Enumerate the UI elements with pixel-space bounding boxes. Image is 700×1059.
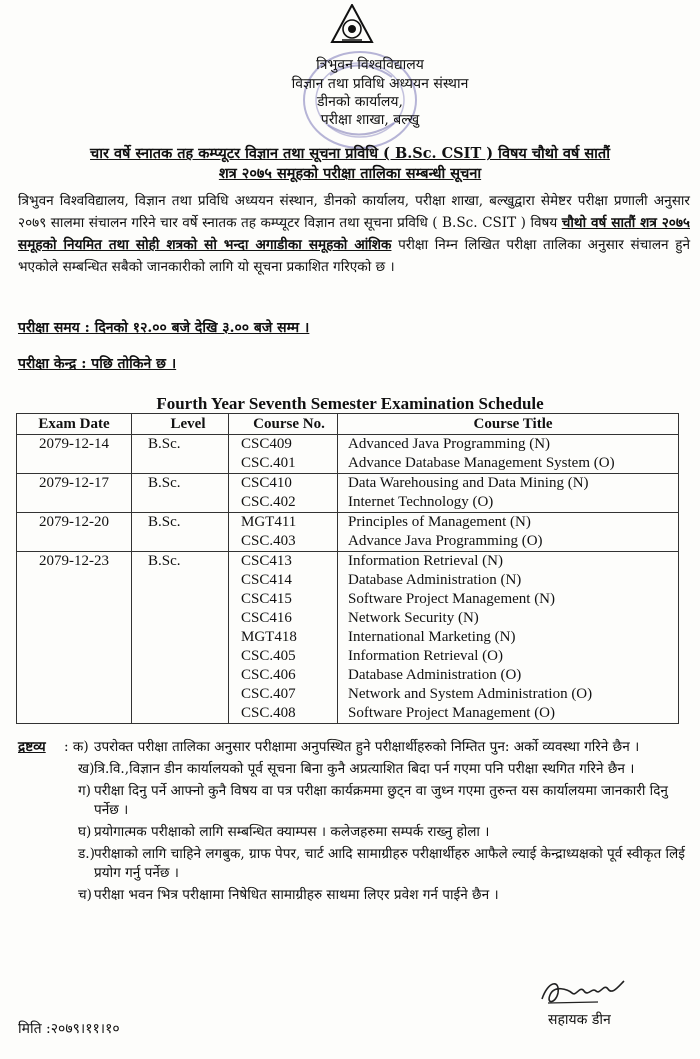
header-course-title: Course Title xyxy=(338,414,679,435)
course-title: Data Warehousing and Data Mining (N) xyxy=(348,475,589,491)
course-no: CSC415 xyxy=(241,591,292,607)
level-cell xyxy=(132,513,229,552)
course-no-cell xyxy=(229,435,338,474)
level-cell xyxy=(132,474,229,513)
notice-text-1: त्रिभुवन विश्वविद्यालय, विज्ञान तथा प्रविधि अध्ययन संस्थान, डीनको कार्यालय, परीक्षा शाखा, बल्खुद्वारा सेमेष्टर परीक्षा प्रणाली अनुसार २०७९ सालमा संचालन गरिने चार वर्षे स्नातक तह कम्प्यूटर विज्ञान तथा सूचना प्रविधि ( B.Sc. CSIT ) विषय xyxy=(18,193,690,231)
course-no: CSC409 xyxy=(241,436,292,452)
notice-title-line1: चार वर्षे स्नातक तह कम्प्यूटर विज्ञान तथा सूचना प्रविधि ( B.Sc. CSIT ) विषय चौथो वर्ष सातौं xyxy=(90,145,610,162)
note-text: प्रयोगात्मक परीक्षाको लागि सम्बन्धित क्याम्पस । कलेजहरुमा सम्पर्क राख्नु होला । xyxy=(94,824,490,840)
exam-date-cell xyxy=(17,552,132,724)
notes-section xyxy=(18,738,690,908)
notice-title-line2: शत्र २०७५ समूहको परीक्षा तालिका सम्बन्धी सूचना xyxy=(218,165,482,182)
header-course-no: Course No. xyxy=(229,414,338,435)
notice-paragraph xyxy=(18,190,690,278)
course-title: Information Retrieval (O) xyxy=(348,648,503,664)
note-marker: ख) xyxy=(78,761,95,777)
course-title: Information Retrieval (N) xyxy=(348,553,503,569)
table-row xyxy=(17,552,679,724)
note-item xyxy=(18,782,690,820)
signature-icon xyxy=(538,975,628,1009)
note-item xyxy=(18,760,690,779)
note-marker: च) xyxy=(78,887,92,903)
course-title: Principles of Management (N) xyxy=(348,514,531,530)
note-text: परीक्षा भवन भित्र परीक्षामा निषेधित सामाग्रीहरु साथमा लिएर प्रवेश गर्न पाईने छैन । xyxy=(94,887,499,903)
note-text: परीक्षा दिनु पर्ने आफ्नो कुनै विषय वा पत्र परीक्षा कार्यक्रममा छुट्न वा जुध्न गएमा तुरुन्त यस कार्यालयमा जानकारी दिनु पर्नेछ । xyxy=(94,783,668,818)
header-office: डीनको कार्यालय, xyxy=(317,94,403,110)
course-title-cell xyxy=(338,474,679,513)
table-row xyxy=(17,435,679,474)
course-no: CSC.403 xyxy=(241,533,296,549)
course-no-cell xyxy=(229,513,338,552)
course-no: CSC.407 xyxy=(241,686,296,702)
course-title-cell xyxy=(338,552,679,724)
signatory-title: सहायक डीन xyxy=(548,1012,611,1028)
table-row xyxy=(17,513,679,552)
course-title: Network Security (N) xyxy=(348,610,479,626)
header-exam-date: Exam Date xyxy=(17,414,132,435)
course-no: CSC.408 xyxy=(241,705,296,721)
header-section: परीक्षा शाखा, बल्खु xyxy=(320,112,420,128)
course-title-cell xyxy=(338,513,679,552)
university-emblem-icon xyxy=(330,4,374,44)
course-title: Network and System Administration (O) xyxy=(348,686,593,702)
level-cell xyxy=(132,552,229,724)
course-no: CSC.406 xyxy=(241,667,296,683)
exam-time: परीक्षा समय : दिनको १२.०० बजे देखि ३.०० बजे सम्म । xyxy=(18,320,310,336)
course-no: MGT418 xyxy=(241,629,297,645)
course-title: International Marketing (N) xyxy=(348,629,516,645)
exam-center: परीक्षा केन्द्र : पछि तोकिने छ । xyxy=(18,356,177,372)
course-title: Software Project Management (O) xyxy=(348,705,556,721)
course-no-cell xyxy=(229,474,338,513)
course-no: CSC414 xyxy=(241,572,292,588)
level: B.Sc. xyxy=(148,475,181,491)
note-marker: ड.) xyxy=(78,846,95,862)
course-no: CSC410 xyxy=(241,475,292,491)
course-no: CSC416 xyxy=(241,610,292,626)
course-no: CSC.401 xyxy=(241,455,296,471)
note-item xyxy=(18,845,690,883)
schedule-body xyxy=(17,435,679,724)
schedule-table xyxy=(16,413,679,724)
course-title: Software Project Management (N) xyxy=(348,591,556,607)
exam-date-cell xyxy=(17,474,132,513)
level: B.Sc. xyxy=(148,553,181,569)
note-marker: ग) xyxy=(78,783,91,799)
table-row xyxy=(17,474,679,513)
course-title: Database Administration (N) xyxy=(348,572,522,588)
course-no: MGT411 xyxy=(241,514,297,530)
schedule-title: Fourth Year Seventh Semester Examination Schedule xyxy=(156,394,544,413)
course-title: Advance Database Management System (O) xyxy=(348,455,615,471)
header-university: त्रिभुवन विश्वविद्यालय xyxy=(316,57,424,73)
exam-date: 2079-12-17 xyxy=(39,475,109,491)
header-level: Level xyxy=(132,414,229,435)
course-title: Internet Technology (O) xyxy=(348,494,494,510)
course-title-cell xyxy=(338,435,679,474)
level: B.Sc. xyxy=(148,436,181,452)
notice-date: मिति :२०७९।११।१० xyxy=(18,1021,120,1037)
header-institute: विज्ञान तथा प्रविधि अध्ययन संस्थान xyxy=(291,76,469,92)
course-no: CSC413 xyxy=(241,553,292,569)
note-text: उपरोक्त परीक्षा तालिका अनुसार परीक्षामा अनुपस्थित हुने परीक्षार्थीहरुको निम्तित पुन: अर्को व्यवस्था गरिने छैन । xyxy=(94,739,640,755)
note-item xyxy=(18,886,690,905)
exam-date-cell xyxy=(17,513,132,552)
course-no: CSC.402 xyxy=(241,494,296,510)
course-no: CSC.405 xyxy=(241,648,296,664)
course-title: Database Administration (O) xyxy=(348,667,522,683)
table-header-row xyxy=(17,414,679,435)
course-title: Advanced Java Programming (N) xyxy=(348,436,551,452)
note-marker: : क) xyxy=(64,739,89,755)
course-title: Advance Java Programming (O) xyxy=(348,533,543,549)
note-text: त्रि.वि.,विज्ञान डीन कार्यालयको पूर्व सूचना बिना कुनै अप्रत्याशित बिदा पर्न गएमा पनि परीक्षा स्थगित गरिने छैन । xyxy=(94,761,635,777)
exam-date: 2079-12-20 xyxy=(39,514,109,530)
notice-text-2: परीक्षा निम्न लिखित परीक्षा तालिका अनुसार संचालन हुने भएकोले सम्बन्धित सबैको जानकारीको लागि यो सूचना प्रकाशित गरिएको छ । xyxy=(18,237,690,275)
note-text: परीक्षाको लागि चाहिने लगबुक, ग्राफ पेपर, चार्ट आदि सामाग्रीहरु परीक्षार्थीहरु आफैले ल्याई केन्द्राध्यक्षको पूर्व स्वीकृत लिई प्रयोग गर्नु पर्नेछ । xyxy=(94,846,685,881)
exam-date: 2079-12-23 xyxy=(39,553,109,569)
note-marker: घ) xyxy=(78,824,92,840)
course-no-cell xyxy=(229,552,338,724)
exam-date-cell xyxy=(17,435,132,474)
exam-date: 2079-12-14 xyxy=(39,436,109,452)
note-item xyxy=(18,823,690,842)
notes-label: द्रष्टव्य xyxy=(18,739,46,755)
notice-text-bold: चौथो वर्ष सातौं शत्र २०७५ समूहको नियमित तथा सोही शत्रको सो भन्दा अगाडीका समूहको आंशिक xyxy=(18,215,690,253)
level-cell xyxy=(132,435,229,474)
level: B.Sc. xyxy=(148,514,181,530)
note-item xyxy=(18,738,690,757)
